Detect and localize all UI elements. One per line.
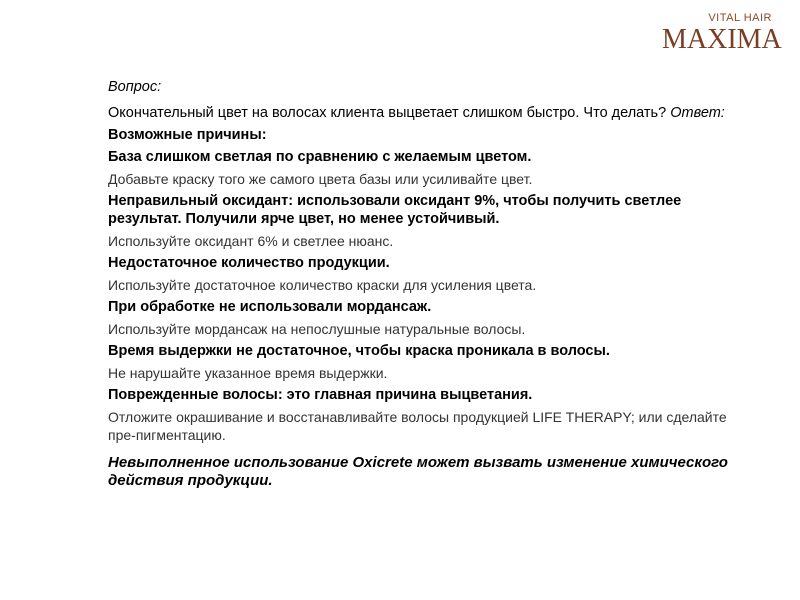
advice-2: Используйте оксидант 6% и светлее нюанс. [108, 233, 394, 249]
main-content [108, 78, 748, 490]
question-label: Вопрос: [108, 79, 162, 95]
cause-3: Недостаточное количество продукции. [108, 255, 390, 271]
cause-4: При обработке не использовали мордансаж. [108, 299, 432, 315]
cause-2: Неправильный оксидант: использовали оксидант 9%, чтобы получить светлее результат. Получили ярче цвет, но менее устойчивый. [108, 193, 682, 227]
advice-3: Используйте достаточное количество краски для усиления цвета. [108, 277, 537, 293]
advice-4: Используйте мордансаж на непослушные натуральные волосы. [108, 321, 526, 337]
brand-logo [660, 12, 782, 58]
answer-label: Ответ: [670, 105, 725, 121]
cause-5: Время выдержки не достаточное, чтобы краска проникала в волосы. [108, 343, 610, 359]
question-text [108, 104, 748, 122]
logo-tagline: VITAL HAIR [708, 12, 772, 24]
cause-1: База слишком светлая по сравнению с желаемым цветом. [108, 149, 532, 165]
advice-1: Добавьте краску того же самого цвета базы или усиливайте цвет. [108, 171, 533, 187]
logo-wordmark: MAXIMA [662, 24, 782, 55]
closing-note: Невыполненное использование Oxicrete может вызвать изменение химического действия продукции. [108, 454, 728, 489]
cause-6: Поврежденные волосы: это главная причина выцветания. [108, 387, 533, 403]
advice-6: Отложите окрашивание и восстанавливайте волосы продукцией LIFE THERAPY; или сделайте пре-пигментацию. [108, 409, 727, 443]
advice-5: Не нарушайте указанное время выдержки. [108, 365, 388, 381]
causes-heading: Возможные причины: [108, 127, 267, 143]
question-body: Окончательный цвет на волосах клиента выцветает слишком быстро. Что делать? [108, 105, 667, 121]
